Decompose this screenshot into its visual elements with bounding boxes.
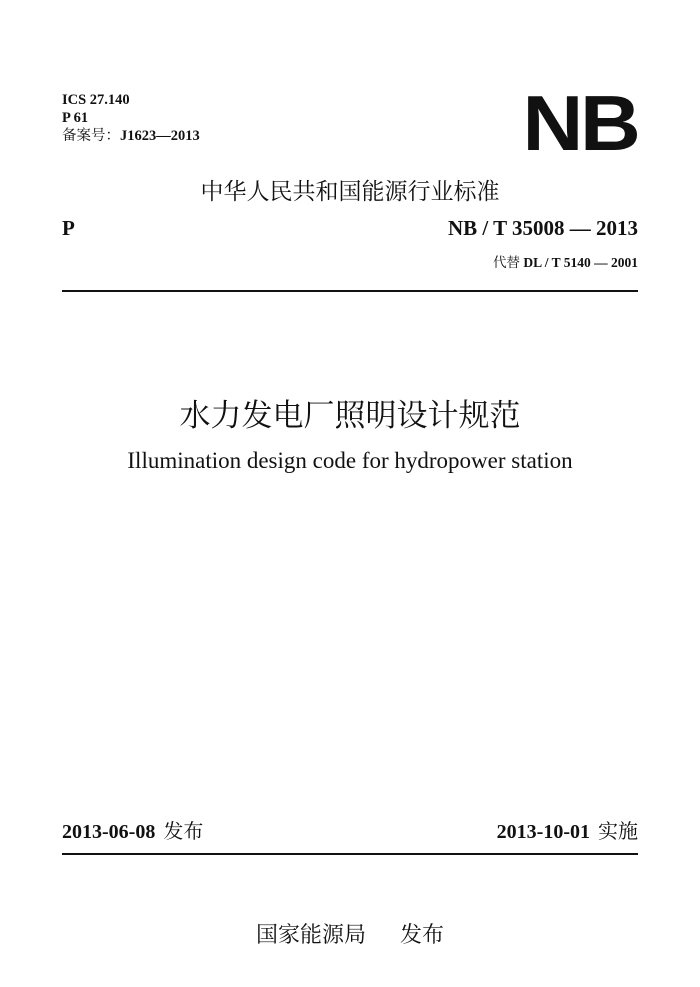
publisher-name: 国家能源局 (255, 923, 366, 948)
document-title-chinese: 水力发电厂照明设计规范 (179, 398, 521, 434)
replaces-code: DL / T 5140 — 2001 (523, 255, 638, 270)
ics-code: ICS 27.140 (62, 92, 130, 108)
effective-date: 2013-10-01 (496, 821, 590, 843)
standard-number: NB / T 35008 — 2013 (447, 216, 638, 240)
filing-label: 备案号： (62, 128, 120, 144)
issue-date: 2013-06-08 (62, 821, 156, 843)
bottom-divider (62, 853, 638, 855)
replaces-label: 代替 (492, 255, 520, 271)
filing-value: J1623—2013 (120, 128, 200, 144)
effective-date-line (497, 815, 638, 844)
issue-label: 发布 (163, 819, 204, 843)
p-classification: P 61 (62, 110, 89, 126)
organization-heading: 中华人民共和国能源行业标准 (200, 179, 500, 205)
top-divider (62, 290, 638, 292)
document-title-english: Illumination design code for hydropower station (127, 448, 573, 473)
filing-number (62, 127, 200, 145)
nb-logo: NB (522, 79, 638, 167)
issue-date-line (62, 815, 203, 844)
replaces-line (493, 251, 638, 271)
effective-label: 实施 (598, 819, 638, 843)
publisher-label: 发布 (400, 923, 445, 948)
publisher-line (0, 918, 700, 949)
category-code: P (62, 216, 75, 240)
